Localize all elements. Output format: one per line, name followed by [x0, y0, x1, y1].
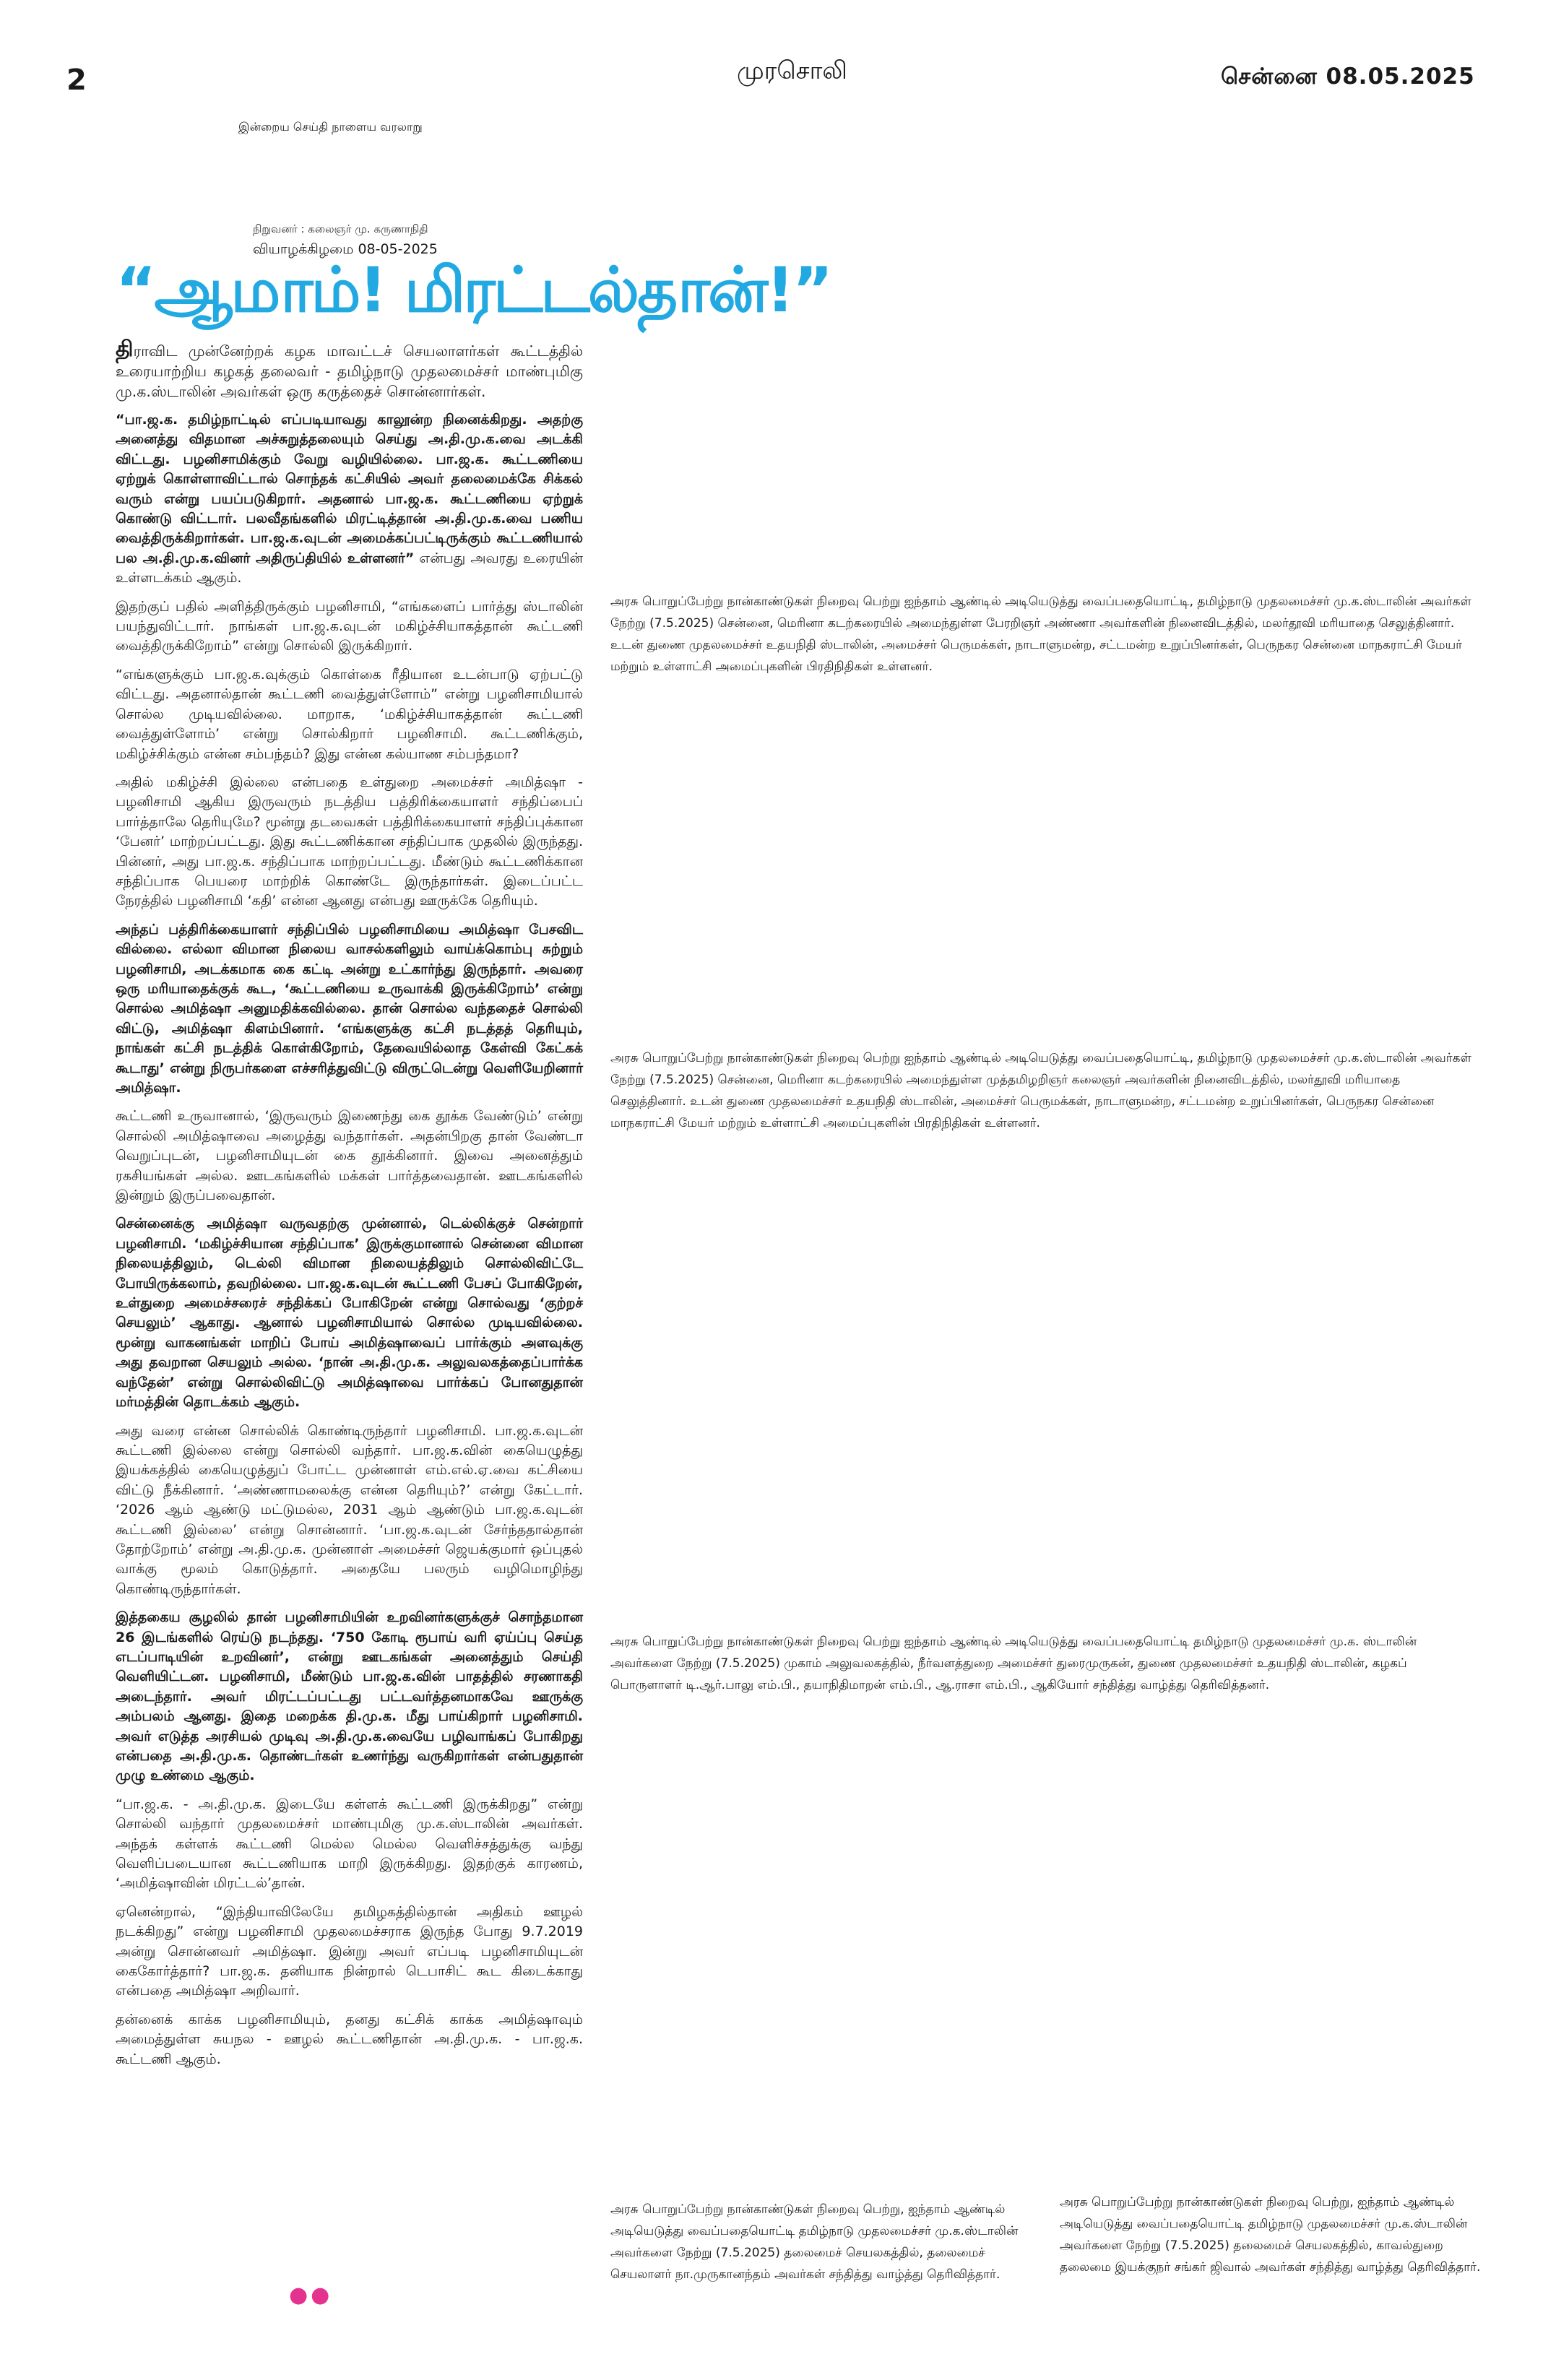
- photo-caption-kalaignar-memorial: அரசு பொறுப்பேற்று நான்காண்டுகள் நிறைவு பெற்று ஐந்தாம் ஆண்டில் அடியெடுத்து வைப்பதையொட்டி, தமிழ்நாடு முதலமைச்சர் மு.க.ஸ்டாலின் அவர்கள் நேற்று (7.5.2025) சென்னை, மெரினா கடற்கரையில் அமைந்துள்ள முத்தமிழறிஞர் கலைஞர் அவர்களின் நினைவிடத்தில், மலர்தூவி மரியாதை செலுத்தினார். உடன் துணை முதலமைச்சர் உதயநிதி ஸ்டாலின், அமைச்சர் பெருமக்கள், நாடாளுமன்ற, சட்டமன்ற உறுப்பினர்கள், பெருநகர சென்னை மாநகராட்சி மேயர் மற்றும் உள்ளாட்சி அமைப்புகளின் பிரதிநிதிகள் உள்ளனர்.: [610, 1051, 1471, 1130]
- editorial-date: வியாழக்கிழமை 08-05-2025: [253, 241, 438, 257]
- paragraph-text: ராவிட முன்னேற்றக் கழக மாவட்டச் செயலாளர்கள் கூட்டத்தில் உரையாற்றிய கழகத் தலைவர் - தமிழ்நாடு முதலமைச்சர் மாண்புமிகு மு.க.ஸ்டாலின் அவர்கள் ஒரு கருத்தைச் சொன்னார்கள்.: [116, 342, 583, 400]
- page-number: 2: [66, 64, 87, 97]
- photo-caption-anna-memorial: அரசு பொறுப்பேற்று நான்காண்டுகள் நிறைவு பெற்று ஐந்தாம் ஆண்டில் அடியெடுத்து வைப்பதையொட்டி, தமிழ்நாடு முதலமைச்சர் மு.க.ஸ்டாலின் அவர்கள் நேற்று (7.5.2025) சென்னை, மெரினா கடற்கரையில் அமைந்துள்ள பேரறிஞர் அண்ணா அவர்களின் நினைவிடத்தில், மலர்தூவி மரியாதை செலுத்தினார். உடன் துணை முதலமைச்சர் உதயநிதி ஸ்டாலின், அமைச்சர் பெருமக்கள், நாடாளுமன்ற, சட்டமன்ற உறுப்பினர்கள், பெருநகர சென்னை மாநகராட்சி மேயர் மற்றும் உள்ளாட்சி அமைப்புகளின் பிரதிநிதிகள் உள்ளனர்.: [610, 594, 1471, 674]
- drop-cap: தி: [116, 337, 134, 362]
- paragraph: “பா.ஜ.க. - அ.தி.மு.க. இடையே கள்ளக் கூட்டணி இருக்கிறது” என்று சொல்லி வந்தார் முதலமைச்சர் மாண்புமிகு மு.க.ஸ்டாலின் அவர்கள். அந்தக் கள்ளக் கூட்டணி மெல்ல மெல்ல வெளிச்சத்துக்கு வந்து வெளிப்படையான கூட்டணியாக மாறி இருக்கிறது. இதற்குக் காரணம், ‘அமித்ஷாவின் மிரட்டல்’தான்.: [116, 1796, 583, 1892]
- paragraph-text: என்பது அவரது உரையின் உள்ளடக்கம் ஆகும்.: [116, 550, 583, 587]
- paragraph: அது வரை என்ன சொல்லிக் கொண்டிருந்தார் பழனிசாமி. பா.ஜ.க.வுடன் கூட்டணி இல்லை என்று சொல்லி வந்தார். பா.ஜ.க.வின் கையெழுத்து இயக்கத்தில் கையெழுத்துப் போட்ட முன்னாள் எம்.எல்.ஏ.வை கட்சியை விட்டு நீக்கினார். ‘அண்ணாமலைக்கு என்ன தெரியும்?’ என்று கேட்டார். ‘2026 ஆம் ஆண்டு மட்டுமல்ல, 2031 ஆம் ஆண்டும் பா.ஜ.க.வுடன் கூட்டணி இல்லை’ என்று சொன்னார். ‘பா.ஜ.க.வுடன் சேர்ந்ததால்தான் தோற்றோம்’ என்று அ.தி.மு.க. முன்னாள் அமைச்சர் ஜெயக்குமார் ஒப்புதல் வாக்கு மூலம் கொடுத்தார். அதையே பலரும் வழிமொழிந்து கொண்டிருந்தார்கள்.: [116, 1422, 583, 1597]
- paragraph: கூட்டணி உருவானால், ‘இருவரும் இணைந்து கை தூக்க வேண்டும்’ என்று சொல்லி அமித்ஷாவை அழைத்து வந்தார்கள். அதன்பிறகு தான் வேண்டா வெறுப்புடன், பழனிசாமியுடன் கை தூக்கினார். இவை அனைத்தும் ரகசியங்கள் அல்ல. ஊடகங்களில் மக்கள் பார்த்தவைதான். ஊடகங்களில் இன்றும் இருப்பவைதான்.: [116, 1108, 583, 1204]
- editorial-body: [116, 339, 583, 2078]
- newspaper-name: முரசொலி: [737, 56, 847, 85]
- paragraph: இதற்குப் பதில் அளித்திருக்கும் பழனிசாமி, “எங்களைப் பார்த்து ஸ்டாலின் பயந்துவிட்டார். நாங்கள் பா.ஜ.க.வுடன் மகிழ்ச்சியாகத்தான் கூட்டணி வைத்திருக்கிறோம்” என்று சொல்லி இருக்கிறார்.: [116, 598, 583, 654]
- paragraph: “எங்களுக்கும் பா.ஜ.க.வுக்கும் கொள்கை ரீதியான உடன்பாடு ஏற்பட்டு விட்டது. அதனால்தான் கூட்டணி வைத்துள்ளோம்” என்று பழனிசாமியால் சொல்ல முடியவில்லை. மாறாக, ‘மகிழ்ச்சியாகத்தான் கூட்டணி வைத்துள்ளோம்’ என்று சொல்கிறார் பழனிசாமி. கூட்டணிக்கும், மகிழ்ச்சிக்கும் என்ன சம்பந்தம்? இது என்ன கல்யாண சம்பந்தமா?: [116, 666, 583, 762]
- paragraph-bold-text: “பா.ஜ.க. தமிழ்நாட்டில் எப்படியாவது காலூன்ற நினைக்கிறது. அதற்கு அனைத்து விதமான அச்சுறுத்தலையும் செய்து அ.தி.மு.க.வை அடக்கி விட்டது. பழனிசாமிக்கும் வேறு வழியில்லை. பா.ஜ.க. கூட்டணியை ஏற்றுக் கொள்ளாவிட்டால் சொந்தக் கட்சியில் அவர் தலைமைக்கே சிக்கல் வரும் என்று பயப்படுகிறார். அதனால் பா.ஜ.க. கூட்டணியை ஏற்றுக் கொண்டு விட்டார். பலவீதங்களில் மிரட்டித்தான் அ.தி.மு.க.வை பணிய வைத்திருக்கிறார்கள். பா.ஜ.க.வுடன் அமைக்கப்பட்டிருக்கும் கூட்டணியால் பல அ.தி.மு.க.வினர் அதிருப்தியில் உள்ளனர்”: [116, 412, 583, 566]
- paragraph: சென்னைக்கு அமித்ஷா வருவதற்கு முன்னால், டெல்லிக்குச் சென்றார் பழனிசாமி. ‘மகிழ்ச்சியான சந்திப்பாக’ இருக்குமானால் சென்னை விமான நிலையத்திலும், டெல்லி விமான நிலையத்திலும் சொல்லிவிட்டே போயிருக்கலாம், தவறில்லை. பா.ஜ.க.வுடன் கூட்டணி பேசப் போகிறேன், உள்துறை அமைச்சரைச் சந்திக்கப் போகிறேன் என்று சொல்வது ‘குற்றச் செயலும்’ ஆகாது. ஆனால் பழனிசாமியால் சொல்ல முடியவில்லை. மூன்று வாகனங்கள் மாறிப் போய் அமித்ஷாவைப் பார்க்கும் அளவுக்கு அது தவறான செயலும் அல்ல. ‘நான் அ.தி.மு.க. அலுவலகத்தைப்பார்க்க வந்தேன்’ என்று சொல்லிவிட்டு அமித்ஷாவை பார்க்கப் போனதுதான் மர்மத்தின் தொடக்கம் ஆகும்.: [116, 1216, 583, 1411]
- photo-caption-ministers-greeting: அரசு பொறுப்பேற்று நான்காண்டுகள் நிறைவு பெற்று ஐந்தாம் ஆண்டில் அடியெடுத்து வைப்பதையொட்டி தமிழ்நாடு முதலமைச்சர் மு.க. ஸ்டாலின் அவர்களை நேற்று (7.5.2025) முகாம் அலுவலகத்தில், நீர்வளத்துறை அமைச்சர் துரைமுருகன், துணை முதலமைச்சர் உதயநிதி ஸ்டாலின், கழகப் பொருளாளர் டி.ஆர்.பாலு எம்.பி., தயாநிதிமாறன் எம்.பி., ஆ.ராசா எம்.பி., ஆகியோர் சந்தித்து வாழ்த்து தெரிவித்தனர்.: [610, 1635, 1417, 1692]
- paragraph: தன்னைக் காக்க பழனிசாமியும், தனது கட்சிக் காக்க அமித்ஷாவும் அமைத்துள்ள சுயநல - ஊழல் கூட்டணிதான் அ.தி.மு.க. - பா.ஜ.க. கூட்டணி ஆகும்.: [116, 2011, 583, 2067]
- end-mark: ●●: [289, 2282, 333, 2308]
- edition-date: சென்னை 08.05.2025: [1221, 64, 1475, 90]
- paragraph: அந்தப் பத்திரிக்கையாளர் சந்திப்பில் பழனிசாமியை அமித்ஷா பேசவிட வில்லை. எல்லா விமான நிலைய வாசல்களிலும் வாய்க்கொம்பு சுற்றும் பழனிசாமி, அடக்கமாக கை கட்டி அன்று உட்கார்ந்து இருந்தார். அவரை ஒரு மரியாதைக்குக் கூட, ‘கூட்டணியை உருவாக்கி இருக்கிறோம்’ என்று சொல்ல அமித்ஷா அனுமதிக்கவில்லை. தான் சொல்ல வந்ததைச் சொல்லி விட்டு, அமித்ஷா கிளம்பினார். ‘எங்களுக்கு கட்சி நடத்தத் தெரியும், நாங்கள் கட்சி நடத்திக் கொள்கிறோம், தேவையில்லாத கேள்வி கேட்கக் கூடாது’ என்று நிருபர்களை எச்சரித்துவிட்டு விருட்டென்று வெளியேறினார் அமித்ஷா.: [116, 921, 583, 1096]
- paragraph: இத்தகைய சூழலில் தான் பழனிசாமியின் உறவினர்களுக்குச் சொந்தமான 26 இடங்களில் ரெய்டு நடந்தது. ‘750 கோடி ரூபாய் வரி ஏய்ப்பு செய்த எடப்பாடியின் உறவினர்’, என்று ஊடகங்கள் அனைத்தும் செய்தி வெளியிட்டன. பழனிசாமி, மீண்டும் பா.ஜ.க.வின் பாதத்தில் சரணாகதி அடைந்தார். அவர் மிரட்டப்பட்டது பட்டவர்த்தனமாகவே ஊருக்கு அம்பலம் ஆனது. இதை மறைக்க தி.மு.க. மீது பாய்கிறார் பழனிசாமி. அவர் எடுத்த அரசியல் முடிவு அ.தி.மு.க.வையே பழிவாங்கப் போகிறது என்பதை அ.தி.மு.க. தொண்டர்கள் உணர்ந்து வருகிறார்கள் என்பதுதான் முழு உண்மை ஆகும்.: [116, 1609, 583, 1784]
- paragraph: அதில் மகிழ்ச்சி இல்லை என்பதை உள்துறை அமைச்சர் அமித்ஷா - பழனிசாமி ஆகிய இருவரும் நடத்திய பத்திரிக்கையாளர் சந்திப்பைப் பார்த்தாலே தெரியுமே? மூன்று தடவைகள் பத்திரிக்கையாளர் சந்திப்புக்கான ‘பேனர்’ மாற்றப்பட்டது. இது கூட்டணிக்கான சந்திப்பாக முதலில் இருந்தது. பின்னர், அது பா.ஜ.க. சந்திப்பாக மாற்றப்பட்டது. மீண்டும் கூட்டணிக்கான சந்திப்பாக பெயரை மாற்றிக் கொண்டே இருந்தார்கள். இடைப்பட்ட நேரத்தில் பழனிசாமி ‘கதி’ என்ன ஆனது என்பது ஊருக்கே தெரியும்.: [116, 774, 583, 909]
- photo-caption-dgp: அரசு பொறுப்பேற்று நான்காண்டுகள் நிறைவு பெற்று, ஐந்தாம் ஆண்டில் அடியெடுத்து வைப்பதையொட்டி தமிழ்நாடு முதலமைச்சர் மு.க.ஸ்டாலின் அவர்களை நேற்று (7.5.2025) தலைமைச் செயலகத்தில், காவல்துறை தலைமை இயக்குநர் சங்கர் ஜிவால் அவர்கள் சந்தித்து வாழ்த்து தெரிவித்தார்.: [1060, 2195, 1481, 2275]
- paragraph: ஏனென்றால், “இந்தியாவிலேயே தமிழகத்தில்தான் அதிகம் ஊழல் நடக்கிறது” என்று பழனிசாமி முதலமைச்சராக இருந்த போது 9.7.2019 அன்று சொன்னவர் அமித்ஷா. இன்று அவர் எப்படி பழனிசாமியுடன் கைகோர்த்தார்? பா.ஜ.க. தனியாக நின்றால் டெபாசிட் கூட கிடைக்காது என்பதை அமித்ஷா அறிவார்.: [116, 1903, 583, 1999]
- paragraph: [116, 339, 583, 402]
- paragraph: [116, 410, 583, 589]
- editorial-headline: “ஆமாம்! மிரட்டல்தான்!”: [116, 254, 831, 326]
- founder-line: நிறுவனர் : கலைஞர் மு. கருணாநிதி: [253, 222, 428, 235]
- tagline: இன்றைய செய்தி நாளைய வரலாறு: [238, 120, 423, 134]
- photo-caption-chief-secretary: அரசு பொறுப்பேற்று நான்காண்டுகள் நிறைவு பெற்று, ஐந்தாம் ஆண்டில் அடியெடுத்து வைப்பதையொட்டி தமிழ்நாடு முதலமைச்சர் மு.க.ஸ்டாலின் அவர்களை நேற்று (7.5.2025) தலைமைச் செயலகத்தில், தலைமைச் செயலாளர் நா.முருகானந்தம் அவர்கள் சந்தித்து வாழ்த்து தெரிவித்தார்.: [610, 2202, 1019, 2282]
